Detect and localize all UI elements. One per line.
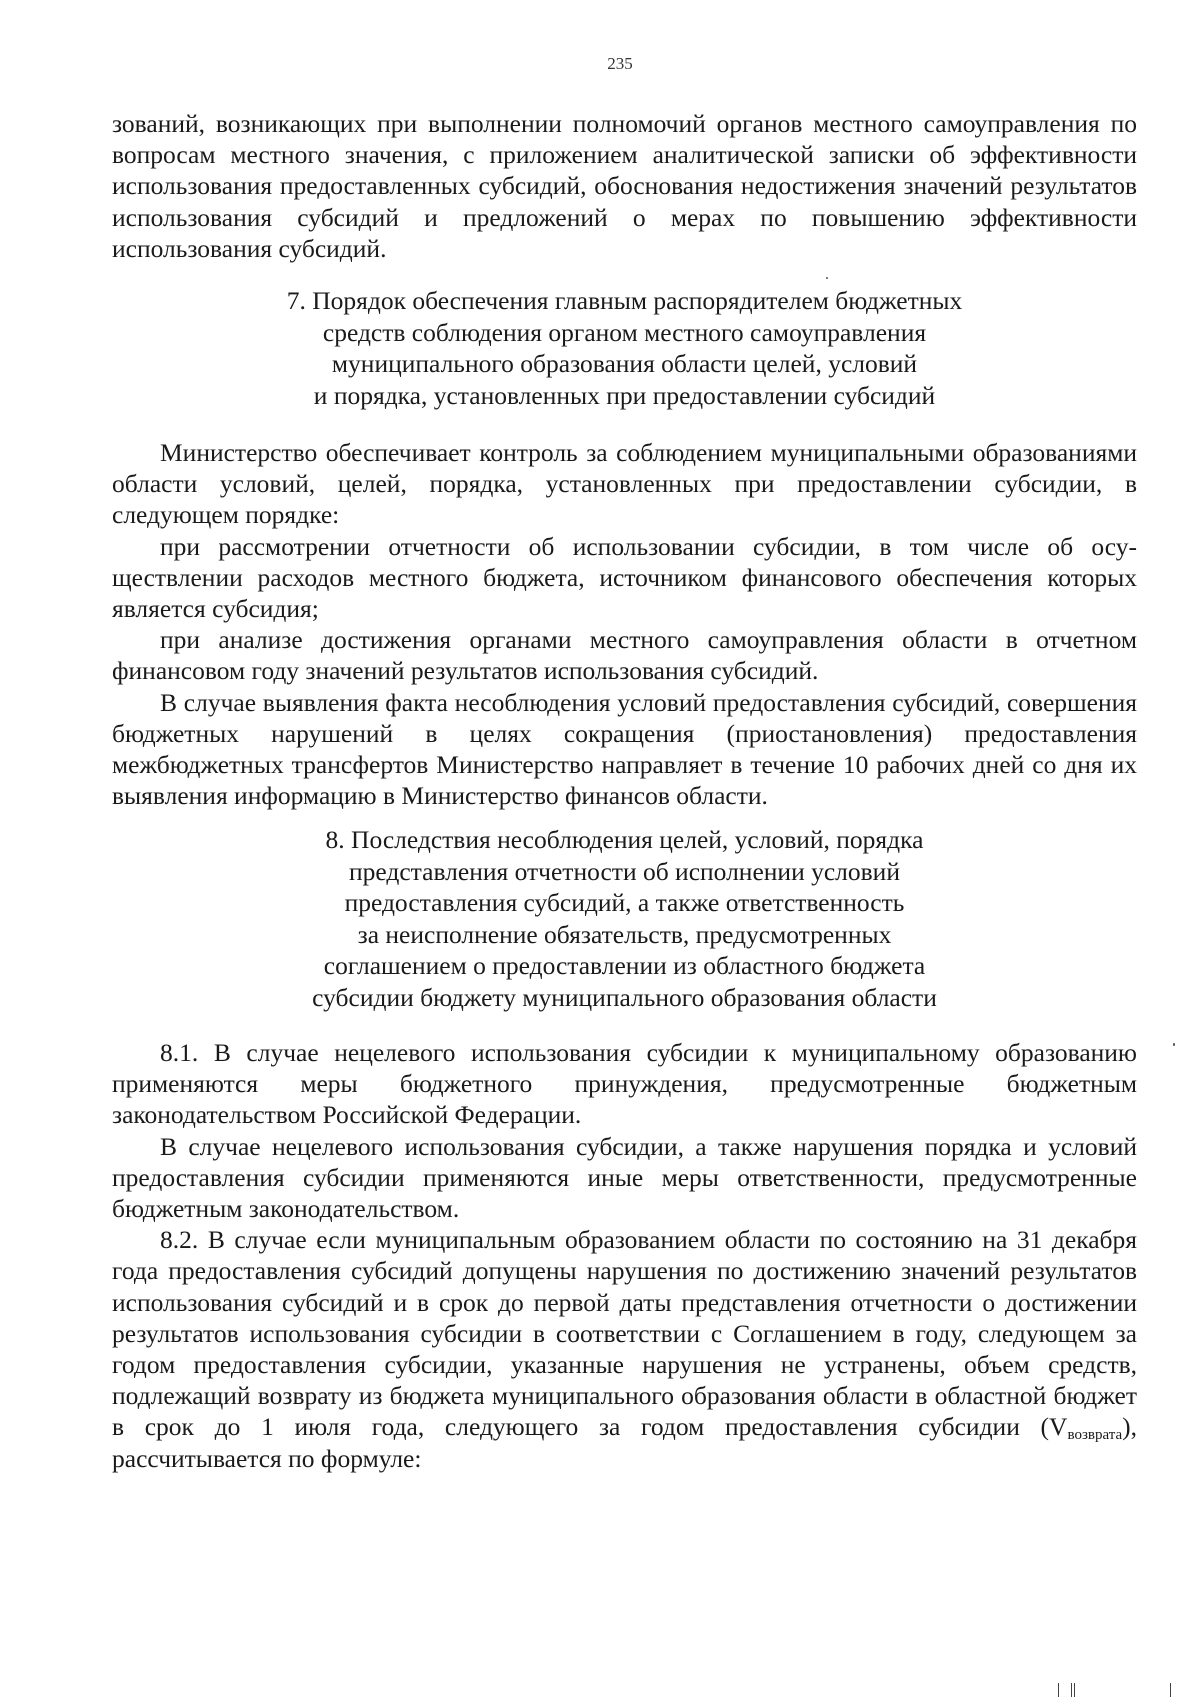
scan-edge-mark [1058, 1683, 1059, 1697]
section-8-heading-line: предоставления субсидий, а также ответственность [344, 888, 905, 917]
scan-edge-mark [1170, 1683, 1171, 1697]
section-7-heading [112, 285, 1137, 411]
scan-speck [826, 277, 828, 279]
scan-edge-mark [1074, 1683, 1075, 1697]
scan-speck [1173, 1043, 1175, 1046]
page-number: 235 [607, 54, 633, 73]
section-8-2-paragraph [112, 1224, 1137, 1474]
section-8-paragraph: 8.1. В случае нецелевого использования субсидии к муниципальному образованию применяются меры бюджетного принуждения, предусмотренные бюджетным законодательством Российской Федерации. [112, 1038, 1137, 1130]
section-7-heading-line: средств соблюдения органом местного самоуправления [322, 317, 927, 347]
section-7-paragraph: при рассмотрении отчетности об использовании субсидии, в том числе об осуществлении расходов местного бюджета, источником финансового обеспечения которых является субсидия; [112, 531, 1137, 624]
section-8-paragraph: В случае нецелевого использования субсидии, а также нарушения порядка и условий предоставления субсидии применяются иные меры ответственности, предусмотренные бюджетным законодательством. [112, 1131, 1137, 1224]
v-return-subscript: возврата [1067, 1427, 1123, 1444]
section-8-heading-line: 8. Последствия несоблюдения целей, условий, порядка [325, 825, 924, 854]
section-7-heading-line: 7. Порядок обеспечения главным распорядителем бюджетных [286, 286, 963, 315]
section-8-heading [112, 824, 1137, 1013]
scan-edge-mark [1071, 1683, 1072, 1697]
section-7-paragraph: при анализе достижения органами местного самоуправления области в отчетном финансовом году значений результатов использования субсидий. [112, 625, 1137, 686]
section-7-heading-line: муниципального образования области целей, условий [331, 349, 918, 378]
section-7-heading-line: и порядка, установленных при предоставлении субсидий [313, 380, 936, 410]
section-8-heading-line: за неисполнение обязательств, предусмотренных [357, 919, 892, 949]
section-8-2-text-end: ), рассчитывается по формуле: [112, 1412, 1137, 1473]
section-7-paragraph: В случае выявления факта несоблюдения условий предоставления субсидий, совершения бюджетных нарушений в целях сокращения (приостановления) предоставления межбюджетных трансфертов Министерство направляет в течение 10 рабочих дней со дня их выявления информацию в Министерство финансов области. [112, 687, 1137, 811]
section-8-heading-line: субсидии бюджету муниципального образования области [312, 982, 937, 1012]
section-8-body [112, 1037, 1137, 1474]
section-7-body [112, 437, 1137, 811]
intro-paragraph-block [112, 108, 1137, 264]
section-7-paragraph: Министерство обеспечивает контроль за соблюдением муниципальными образованиями области условий, целей, порядка, установленных при предоставлении субсидии, в следующем порядке: [112, 438, 1137, 530]
intro-paragraph: зований, возникающих при выполнении полномочий органов местного самоуправления по вопросам местного значения, с приложением аналитической записки об эффективности использования предоставленных субсидий, обоснования недостижения значений результатов использования субсидий и предложений о мерах по повышению эффективности использования субсидий. [112, 109, 1137, 263]
section-8-2-text: 8.2. В случае если муниципальным образованием области по состоянию на 31 декабря года предоставления субсидий допущены нарушения по достижению значений результатов использования субсидий и в срок до первой даты представления отчетности о достижении результатов использования субсидии в соответствии с Соглашением в году, следующем за годом предоставления субсидии, указанные нарушения не устранены, объем средств, подлежащий возврату из бюджета муниципального образования области в областной бюджет в срок до 1 июля года, следующего за годом предоставления субсидии (V [112, 1225, 1137, 1442]
section-8-heading-line: соглашением о предоставлении из областного бюджета [323, 951, 926, 980]
section-8-heading-line: представления отчетности об исполнении условий [349, 856, 900, 886]
